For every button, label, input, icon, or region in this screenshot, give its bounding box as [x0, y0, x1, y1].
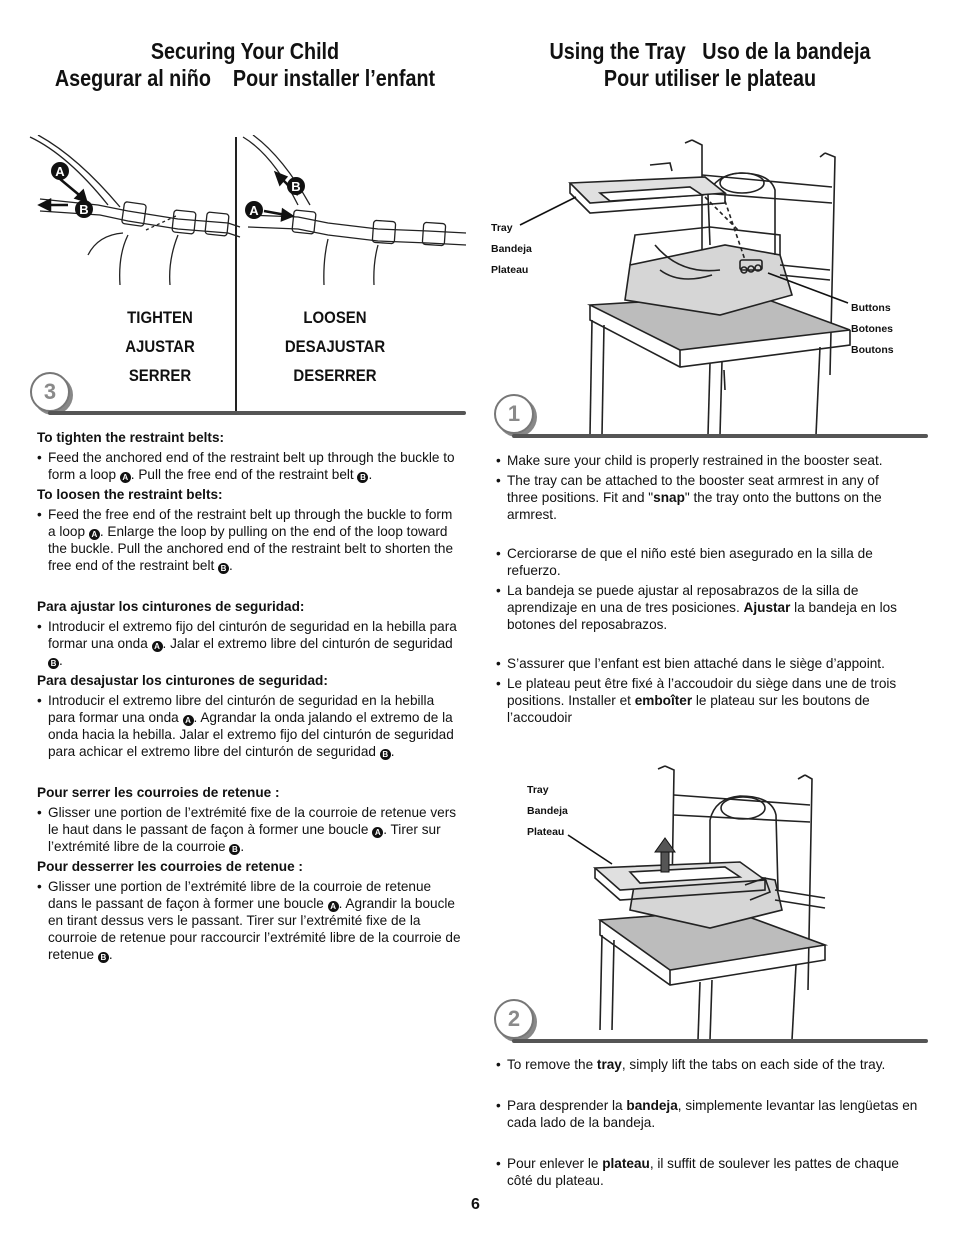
bullet-loosen-fr: • Glisser une portion de l’extrémité libre de la courroie de retenue dans le passant de façon à former une boucle A . Agrandir la boucle en tirant dessus vers le passant. Tirer sur l’extrémité fixe de la courroie de retenue pour raccourcir l’extrémité libre de la courroie de retenue B . [37, 878, 462, 963]
section-title-tray [517, 38, 904, 92]
remove-bullet-fr: • Pour enlever le plateau, il suffit de soulever les pattes de chaque côté du plateau. [496, 1155, 926, 1189]
section-title-line1: Securing Your Child [150, 38, 340, 64]
heading-loosen-en: To loosen the restraint belts: [37, 487, 223, 502]
tray-bullet2-fr: • Le plateau peut être fixé à l’accoudoir du siège dans une de trois positions. Installer et emboîter le plateau sur les boutons de l’accoudoir [496, 675, 906, 726]
tray-bullet1-fr: • S’assurer que l’enfant est bien attaché dans le siège d’appoint. [496, 655, 906, 672]
loosen-label-en: LOOSEN [303, 308, 367, 327]
step3-rule [48, 411, 466, 415]
section-title-line2: Pour utiliser le plateau [603, 65, 817, 91]
bullet-tighten-es: • Introducir el extremo fijo del cinturón de seguridad en la hebilla para formar una onda A . Jalar el extremo libre del cinturón de seguridad B . [37, 618, 462, 669]
remove-bullet-es: • Para desprender la bandeja, simplemente levantar las lengüetas en cada lado de la bandeja. [496, 1097, 926, 1131]
tray-callout-fr: Plateau [527, 826, 565, 838]
marker-a: A [249, 203, 259, 218]
booster-seat-tray-attach-illustration [480, 135, 930, 435]
loosen-label-es: DESAJUSTAR [284, 337, 386, 356]
remove-tray-instructions [496, 1056, 926, 1189]
heading-loosen-fr: Pour desserrer les courroies de retenue : [37, 859, 303, 874]
step-number-2: 2 [494, 999, 534, 1039]
loosen-label-fr: DESERRER [293, 366, 377, 385]
heading-tighten-en: To tighten the restraint belts: [37, 430, 225, 445]
tray-callout-en: Tray [491, 222, 513, 234]
tray-bullet2-en: • The tray can be attached to the booster seat armrest in any of three positions. Fit and "snap" the tray onto the buttons on the armrest. [496, 472, 906, 523]
tighten-label-group [107, 303, 213, 390]
tray-bullet1-en: • Make sure your child is properly restrained in the booster seat. [496, 452, 906, 469]
tray-callout-es: Bandeja [491, 243, 532, 255]
step1-rule [512, 434, 928, 438]
remove-bullet-en: • To remove the tray, simply lift the tabs on each side of the tray. [496, 1056, 926, 1073]
bullet-loosen-es: • Introducir el extremo libre del cinturón de seguridad en la hebilla para formar una onda A . Agrandar la onda jalando el extremo de la onda hacia la hebilla. Jalar el extremo fijo del cinturón de seguridad para achicar el extremo libre del cinturón de seguridad B . [37, 692, 462, 760]
step-number-1: 1 [494, 394, 534, 434]
marker-b: B [291, 179, 301, 194]
buttons-callout [851, 298, 894, 361]
tighten-label-en: TIGHTEN [127, 308, 193, 327]
heading-tighten-es: Para ajustar los cinturones de seguridad: [37, 599, 305, 614]
tray-bullet1-es: • Cerciorarse de que el niño esté bien asegurado en la silla de refuerzo. [496, 545, 906, 579]
tray-bullet2-es: • La bandeja se puede ajustar al reposabrazos de la silla de aprendizaje en una de tres posiciones. Ajustar la bandeja en los botones del reposabrazos. [496, 582, 906, 633]
belt-adjust-illustration [28, 135, 468, 285]
buttons-callout-fr: Boutons [851, 344, 894, 356]
tray-callout-en: Tray [527, 784, 549, 796]
tray-callout-step2 [527, 780, 568, 843]
belt-instructions [37, 429, 462, 963]
section-title-line2: Asegurar al niño Pour installer l’enfant [54, 65, 436, 91]
belt-panel-divider [235, 285, 237, 412]
bullet-tighten-fr: • Glisser une portion de l’extrémité fixe de la courroie de retenue vers le haut dans le passant de façon à former une boucle A . Tirer sur l’extrémité libre de la courroie B . [37, 804, 462, 855]
tray-callout-es: Bandeja [527, 805, 568, 817]
loosen-label-group [278, 303, 392, 390]
tray-instructions [496, 452, 906, 726]
heading-loosen-es: Para desajustar los cinturones de seguridad: [37, 673, 328, 688]
tighten-label-fr: SERRER [128, 366, 192, 385]
marker-a: A [55, 164, 65, 179]
tray-callout-fr: Plateau [491, 264, 529, 276]
section-title-securing [52, 38, 439, 92]
bullet-tighten-en: • Feed the anchored end of the restraint belt up through the buckle to form a loop A . Pull the free end of the restraint belt B . [37, 449, 462, 483]
belt-illustration-panel [28, 135, 468, 420]
step-number-3: 3 [30, 372, 70, 412]
buttons-callout-en: Buttons [851, 302, 891, 314]
bullet-loosen-en: • Feed the free end of the restraint belt up through the buckle to form a loop A . Enlarge the loop by pulling on the end of the loop toward the buckle. Pull the anchored end of the restraint belt to shorten the free end of the restraint belt B . [37, 506, 462, 574]
section-title-line1: Using the Tray Uso de la bandeja [549, 38, 871, 64]
heading-tighten-fr: Pour serrer les courroies de retenue : [37, 785, 280, 800]
tray-callout-step1 [491, 218, 532, 281]
step2-rule [512, 1039, 928, 1043]
page-number: 6 [471, 1196, 480, 1213]
buttons-callout-es: Botones [851, 323, 893, 335]
booster-seat-tray-remove-illustration [560, 760, 840, 1040]
tighten-label-es: AJUSTAR [125, 337, 195, 356]
marker-b: B [79, 202, 89, 217]
